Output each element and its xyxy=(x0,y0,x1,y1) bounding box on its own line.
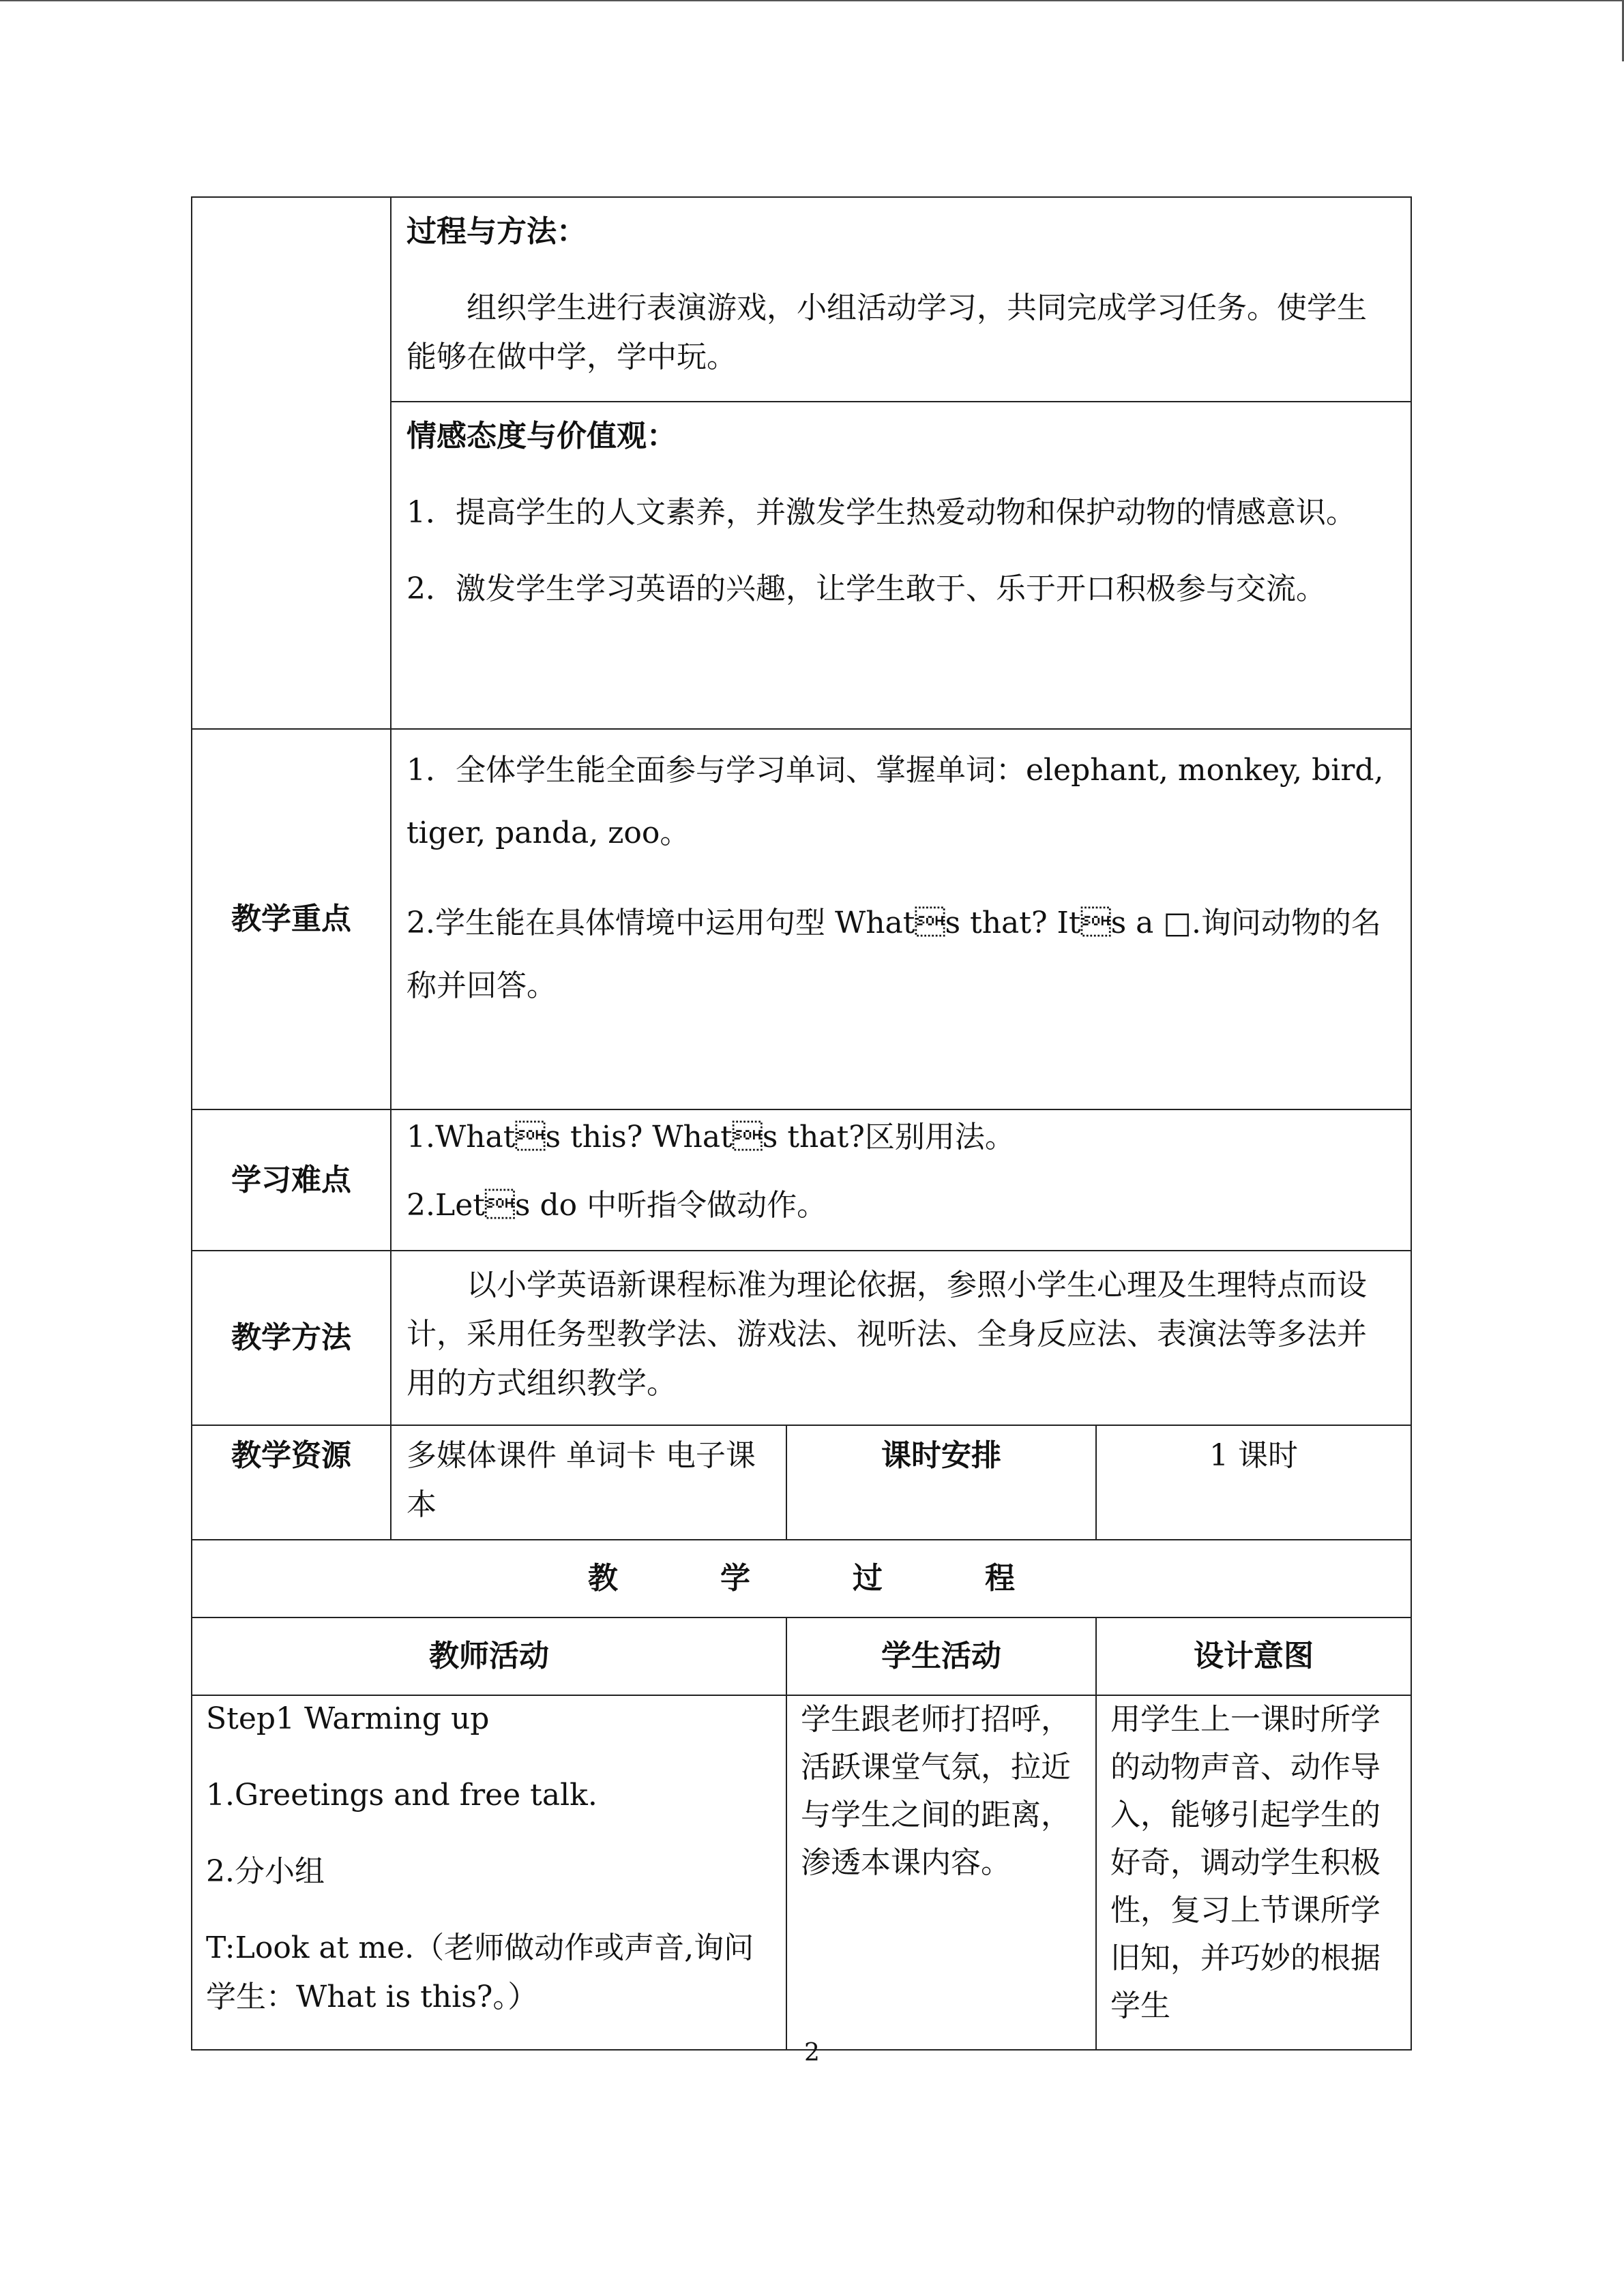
difficulties-label: 学习难点 xyxy=(192,1109,391,1251)
key-points-label: 教学重点 xyxy=(192,729,391,1109)
process-title-cell xyxy=(192,1540,1411,1617)
methods-cell xyxy=(391,1251,1411,1425)
objectives-label-cell xyxy=(192,197,391,729)
emotion-cell xyxy=(391,402,1411,729)
process-header-row xyxy=(192,1617,1411,1695)
teacher-activity-header: 教师活动 xyxy=(192,1617,786,1695)
difficulties-row xyxy=(192,1109,1411,1251)
page-top-border xyxy=(0,0,1624,1)
methods-text: 以小学英语新课程标准为理论依据，参照小学生心理及生理特点而设计，采用任务型教学法、游戏法、视听法、全身反应法、表演法等多法并用的方式组织教学。 xyxy=(407,1268,1367,1401)
student-activity-cell xyxy=(786,1695,1096,2050)
design-intent-text: 用学生上一课时所学的动物声音、动作导入，能够引起学生的好奇，调动学生积极性，复习上节课所学旧知，并巧妙的根据学生 xyxy=(1110,1702,1381,2023)
process-title-row xyxy=(192,1540,1411,1617)
resources-row xyxy=(192,1425,1411,1540)
process-text: 组织学生进行表演游戏，小组活动学习，共同完成学习任务。使学生能够在做中学，学中玩。 xyxy=(407,290,1367,374)
emotion-item-1: 1．提高学生的人文素养，并激发学生热爱动物和保护动物的情感意识。 xyxy=(407,495,1356,530)
difficulty-1: 1.Whats this? Whats that?区别用法。 xyxy=(407,1120,1015,1154)
key-points-row xyxy=(192,729,1411,1109)
lesson-plan-table xyxy=(191,196,1412,2051)
key-point-1: 1．全体学生能全面参与学习单词、掌握单词：elephant, monkey, bird, tiger, panda, zoo。 xyxy=(407,753,1384,850)
objectives-process-row xyxy=(192,197,1411,402)
methods-row xyxy=(192,1251,1411,1425)
difficulties-cell xyxy=(391,1109,1411,1251)
student-activity-text: 学生跟老师打招呼，活跃课堂气氛，拉近与学生之间的距离，渗透本课内容。 xyxy=(801,1702,1071,1880)
teacher-line-2: 1.Greetings and free talk. xyxy=(206,1778,597,1813)
schedule-label: 课时安排 xyxy=(786,1425,1096,1540)
methods-label: 教学方法 xyxy=(192,1251,391,1425)
emotion-heading: 情感态度与价值观： xyxy=(407,419,677,453)
teacher-activity-cell xyxy=(192,1695,786,2050)
page-number: 2 xyxy=(804,2039,820,2067)
teacher-line-3: 2.分小组 xyxy=(206,1854,325,1889)
key-point-2: 2.学生能在具体情境中运用句型 Whats that? Its a □.询问动物的名称并回答。 xyxy=(407,906,1381,1003)
resources-value: 多媒体课件 单词卡 电子课本 xyxy=(391,1425,786,1540)
difficulty-2: 2.Lets do 中听指令做动作。 xyxy=(407,1188,827,1223)
key-points-cell xyxy=(391,729,1411,1109)
process-heading: 过程与方法： xyxy=(407,214,587,249)
teacher-line-4: T:Look at me.（老师做动作或声音,询问学生：What is this?。） xyxy=(206,1930,754,2014)
resources-label: 教学资源 xyxy=(192,1425,391,1540)
design-intent-cell xyxy=(1096,1695,1411,2050)
emotion-item-2: 2．激发学生学习英语的兴趣，让学生敢于、乐于开口积极参与交流。 xyxy=(407,571,1326,606)
process-title: 教学过程 xyxy=(588,1561,1117,1596)
process-content-row xyxy=(192,1695,1411,2050)
process-method-cell xyxy=(391,197,1411,402)
teacher-line-1: Step1 Warming up xyxy=(206,1701,490,1736)
design-intent-header: 设计意图 xyxy=(1096,1617,1411,1695)
schedule-value: 1 课时 xyxy=(1096,1425,1411,1540)
student-activity-header: 学生活动 xyxy=(786,1617,1096,1695)
